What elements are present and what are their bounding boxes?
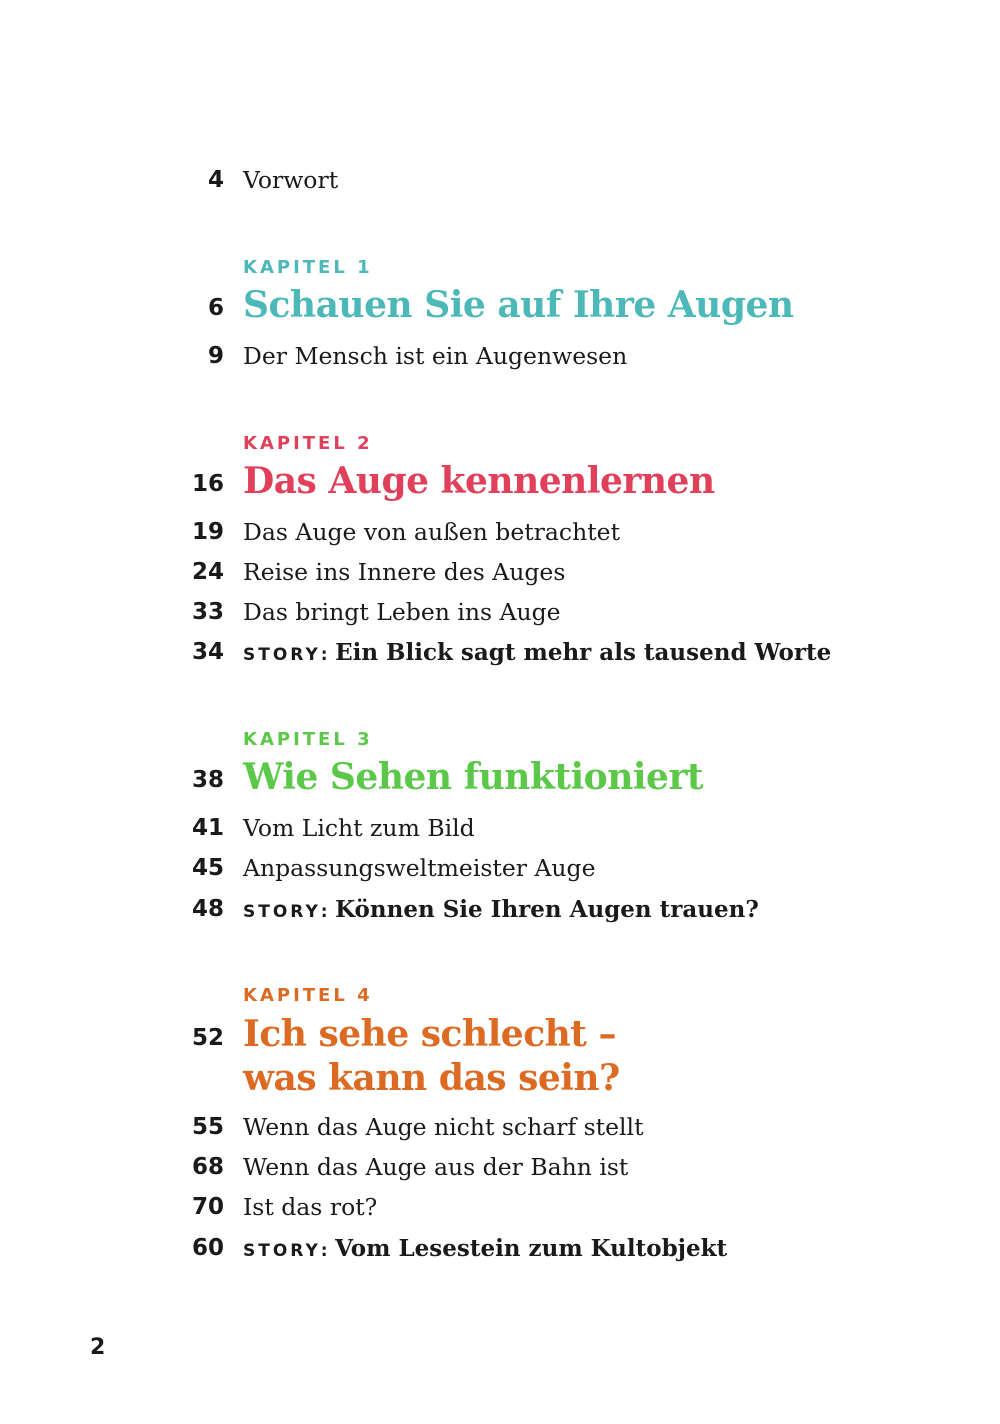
page-ref: 45 — [191, 855, 224, 881]
chapter-1-heading[interactable] — [0, 282, 1000, 334]
story-line — [243, 1228, 727, 1271]
page-ref: 6 — [207, 295, 224, 321]
entry-title: Wenn das Auge aus der Bahn ist — [243, 1153, 629, 1181]
toc-entry[interactable] — [0, 336, 1000, 376]
page-ref: 4 — [207, 167, 224, 193]
chapter-4-title-line1: Ich sehe schlecht – — [243, 1013, 616, 1055]
toc-entry[interactable] — [0, 1107, 1000, 1147]
page-ref: 38 — [191, 767, 224, 793]
story-line — [243, 632, 831, 675]
chapter-3-title: Wie Sehen funktioniert — [243, 756, 704, 798]
chapter-3-heading[interactable] — [0, 754, 1000, 806]
story-label: STORY — [243, 902, 321, 922]
story-title: Ein Blick sagt mehr als tausend Worte — [335, 639, 832, 666]
chapter-3-label: KAPITEL 3 — [243, 729, 373, 750]
chapter-4-heading[interactable] — [0, 1012, 1000, 1104]
entry-title: Das bringt Leben ins Auge — [243, 598, 561, 626]
toc-entry-vorwort[interactable] — [0, 160, 1000, 200]
page-ref: 16 — [191, 471, 224, 497]
entry-title: Das Auge von außen betrachtet — [243, 518, 621, 546]
toc-entry[interactable] — [0, 808, 1000, 848]
story-line — [243, 889, 759, 932]
page-ref: 41 — [191, 815, 224, 841]
story-title: Können Sie Ihren Augen trauen? — [335, 896, 759, 923]
page-ref: 60 — [191, 1235, 224, 1261]
chapter-2-heading[interactable] — [0, 458, 1000, 510]
toc-entry[interactable] — [0, 592, 1000, 632]
page-ref: 55 — [191, 1114, 224, 1140]
toc-story-entry[interactable] — [0, 1228, 1000, 1268]
story-label: STORY — [243, 645, 321, 665]
entry-title: Vom Licht zum Bild — [243, 814, 475, 842]
chapter-4-title-line2: was kann das sein? — [243, 1057, 620, 1099]
chapter-2-title: Das Auge kennenlernen — [243, 460, 715, 502]
story-label: STORY — [243, 1241, 321, 1261]
toc-entry[interactable] — [0, 552, 1000, 592]
page-ref: 52 — [191, 1025, 224, 1051]
page-ref: 19 — [191, 519, 224, 545]
page-ref: 33 — [191, 599, 224, 625]
entry-title: Reise ins Innere des Auges — [243, 558, 566, 586]
entry-title: Vorwort — [243, 166, 339, 194]
story-colon: : — [320, 645, 328, 665]
page-ref: 68 — [191, 1154, 224, 1180]
toc-entry[interactable] — [0, 848, 1000, 888]
page-ref: 70 — [191, 1194, 224, 1220]
page-ref: 48 — [191, 896, 224, 922]
page-ref: 34 — [191, 639, 224, 665]
chapter-4-label: KAPITEL 4 — [243, 985, 373, 1006]
page-ref: 9 — [207, 343, 224, 369]
toc-story-entry[interactable] — [0, 889, 1000, 929]
page-number: 2 — [90, 1335, 106, 1360]
entry-title: Wenn das Auge nicht scharf stellt — [243, 1113, 644, 1141]
toc-entry[interactable] — [0, 1187, 1000, 1227]
toc-entry[interactable] — [0, 1147, 1000, 1187]
chapter-2-label: KAPITEL 2 — [243, 433, 373, 454]
toc-entry[interactable] — [0, 512, 1000, 552]
entry-title: Ist das rot? — [243, 1193, 378, 1221]
entry-title: Der Mensch ist ein Augenwesen — [243, 342, 628, 370]
entry-title: Anpassungsweltmeister Auge — [243, 854, 596, 882]
story-colon: : — [320, 902, 328, 922]
chapter-1-label: KAPITEL 1 — [243, 257, 373, 278]
story-title: Vom Lesestein zum Kultobjekt — [335, 1235, 728, 1262]
toc-story-entry[interactable] — [0, 632, 1000, 672]
page-ref: 24 — [191, 559, 224, 585]
chapter-1-title: Schauen Sie auf Ihre Augen — [243, 284, 794, 326]
story-colon: : — [320, 1241, 328, 1261]
